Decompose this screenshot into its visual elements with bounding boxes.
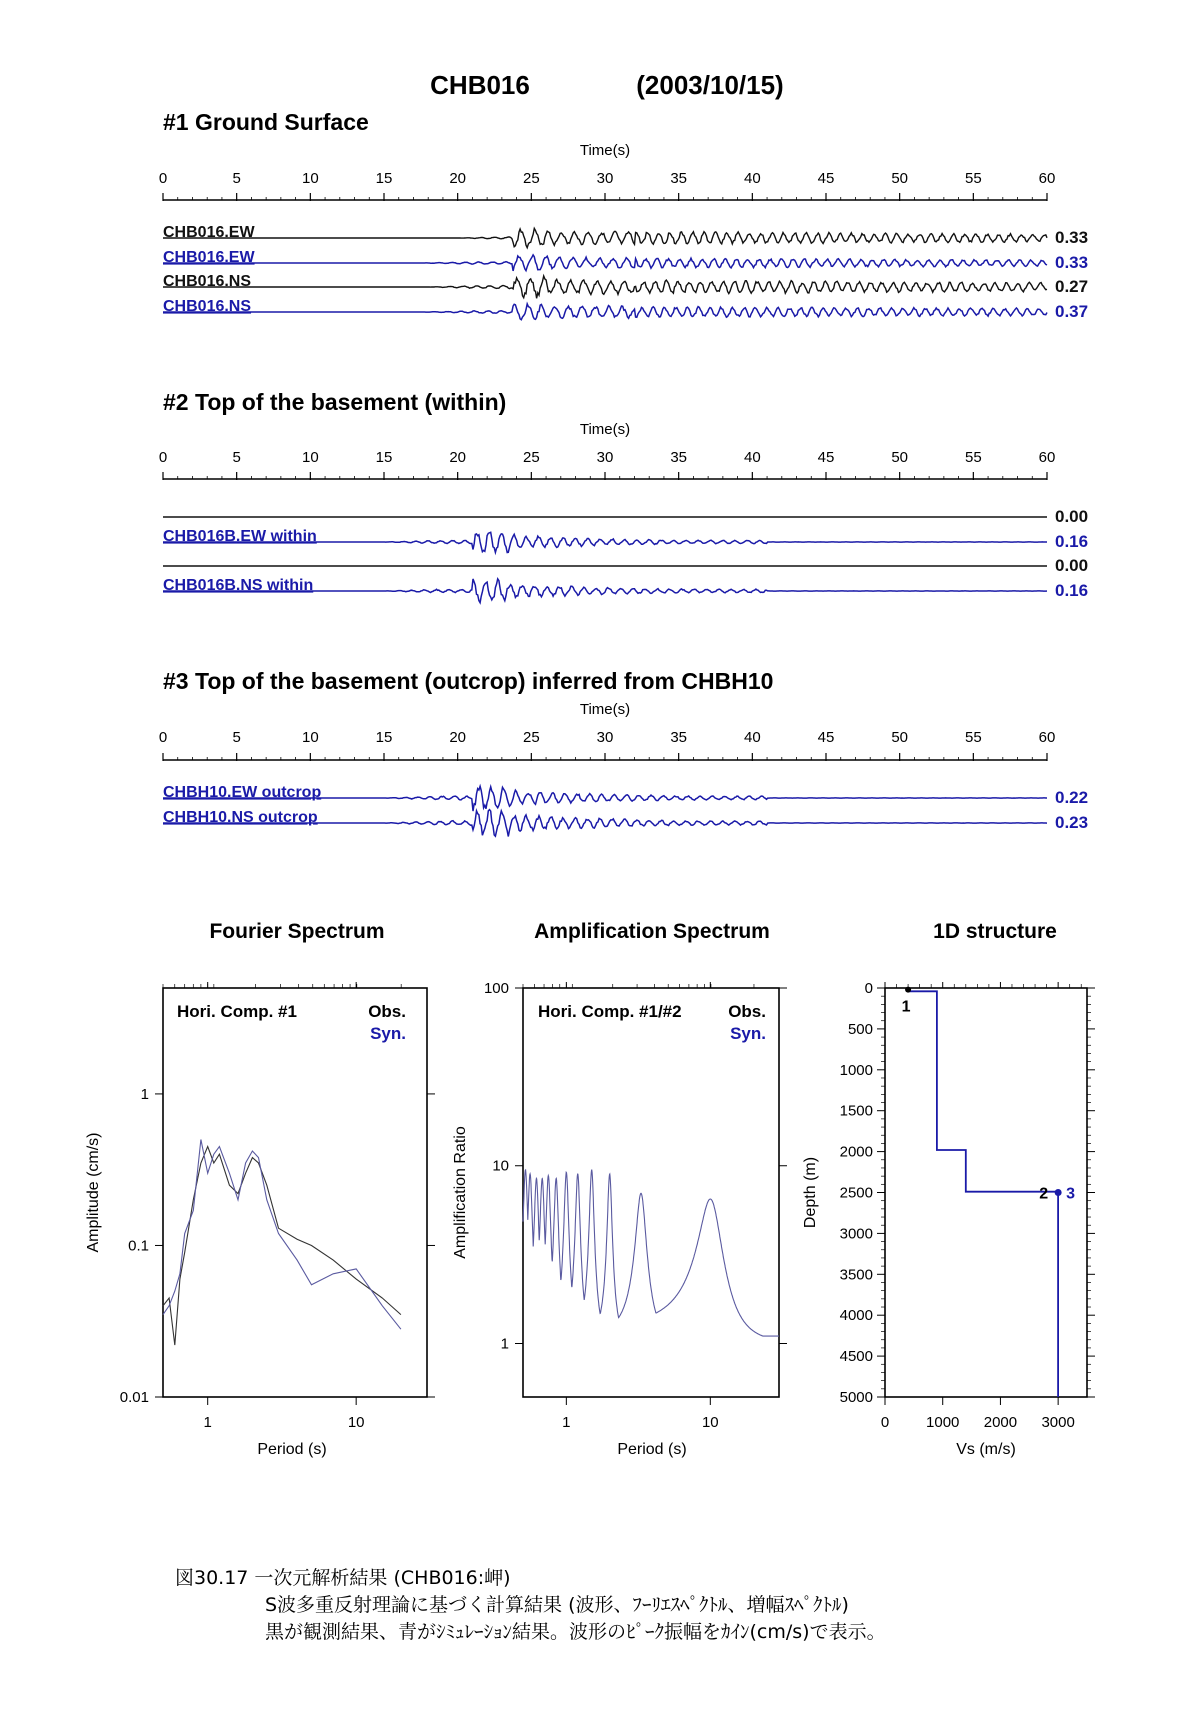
marker-label: 1 (901, 998, 911, 1016)
x-tick-label: 10 (347, 1414, 365, 1431)
legend-label: Hori. Comp. #1/#2 (538, 1002, 682, 1021)
peak-amplitude: 0.27 (1055, 277, 1089, 296)
time-tick-label: 0 (158, 170, 168, 187)
peak-amplitude: 0.00 (1055, 556, 1089, 575)
peak-amplitude: 0.16 (1055, 532, 1089, 551)
time-tick-label: 5 (232, 729, 241, 746)
time-tick-label: 0 (158, 449, 168, 466)
fourier-obs-line (163, 1147, 401, 1346)
time-tick-label: 10 (301, 449, 319, 466)
time-tick-label: 25 (522, 449, 540, 466)
time-tick-label: 45 (817, 170, 835, 187)
y-tick-label: 100 (483, 980, 509, 997)
y-tick-label: 3000 (839, 1225, 873, 1243)
time-tick-label: 60 (1038, 170, 1056, 187)
marker-label: 2 (1039, 1185, 1049, 1203)
marker-label: 3 (1066, 1185, 1076, 1203)
panel-title: #1 Ground Surface (163, 109, 369, 135)
peak-amplitude: 0.37 (1055, 302, 1089, 321)
caption-line-2: S波多重反射理論に基づく計算結果 (波形、ﾌｰﾘｴｽﾍﾟｸﾄﾙ、増幅ｽﾍﾟｸﾄﾙ) (265, 1594, 849, 1616)
time-tick-label: 5 (232, 449, 241, 466)
structure-plot (802, 980, 1095, 1458)
y-tick-label: 500 (847, 1020, 873, 1038)
trace-label: CHB016B.NS within (163, 577, 314, 594)
legend-syn: Syn. (370, 1024, 406, 1043)
y-tick-label: 0.1 (128, 1237, 149, 1255)
time-tick-label: 30 (596, 729, 614, 746)
x-tick-label: 1000 (926, 1414, 960, 1431)
peak-amplitude: 0.23 (1055, 813, 1089, 832)
time-tick-label: 60 (1038, 449, 1056, 466)
time-tick-label: 15 (375, 729, 393, 746)
x-axis-label: Period (s) (617, 1441, 687, 1458)
time-tick-label: 5 (232, 170, 241, 187)
y-axis-label: Amplification Ratio (452, 1126, 469, 1259)
x-axis-label: Vs (m/s) (956, 1441, 1016, 1458)
fourier-spectrum-plot (85, 982, 435, 1458)
peak-amplitude: 0.00 (1055, 507, 1089, 526)
time-tick-label: 40 (743, 170, 761, 187)
time-tick-label: 50 (891, 729, 909, 746)
time-tick-label: 35 (670, 449, 688, 466)
panel-title: #3 Top of the basement (outcrop) inferred from CHBH10 (163, 668, 774, 694)
time-tick-label: 10 (301, 729, 319, 746)
y-tick-label: 1 (500, 1335, 509, 1353)
fourier-syn-line (163, 1140, 401, 1330)
panel-title: #2 Top of the basement (within) (163, 389, 507, 415)
waveform-trace (163, 255, 1047, 271)
time-tick-label: 55 (964, 170, 982, 187)
time-tick-label: 35 (670, 170, 688, 187)
station-title: CHB016 (430, 70, 530, 100)
waveform-trace (163, 304, 1047, 320)
legend-label: Hori. Comp. #1 (177, 1002, 297, 1021)
plot-frame (523, 988, 779, 1397)
time-tick-label: 35 (670, 729, 688, 746)
y-tick-label: 1500 (839, 1102, 873, 1120)
x-tick-label: 3000 (1041, 1414, 1075, 1431)
y-tick-label: 0 (864, 980, 873, 997)
time-tick-label: 50 (891, 170, 909, 187)
peak-amplitude: 0.33 (1055, 253, 1089, 272)
time-tick-label: 15 (375, 449, 393, 466)
y-tick-label: 1000 (839, 1061, 873, 1079)
trace-label: CHBH10.EW outcrop (163, 784, 322, 801)
time-tick-label: 20 (449, 449, 467, 466)
layer-marker (905, 987, 911, 993)
panel-ground-surface (159, 109, 1088, 321)
time-tick-label: 30 (596, 449, 614, 466)
panel-basement-within (159, 389, 1088, 603)
time-tick-label: 20 (449, 729, 467, 746)
y-tick-label: 5000 (839, 1389, 873, 1406)
layer-marker (1055, 1189, 1062, 1196)
legend-obs: Obs. (728, 1002, 766, 1021)
fourier-title: Fourier Spectrum (209, 920, 385, 943)
trace-label: CHBH10.NS outcrop (163, 809, 318, 826)
caption-line-3: 黒が観測結果、青がｼﾐｭﾚｰｼｮﾝ結果。波形のﾋﾟｰｸ振幅をｶｲﾝ(cm/s)で表示。 (265, 1621, 886, 1643)
waveform-trace (163, 276, 1047, 298)
plot-frame (163, 988, 427, 1397)
time-tick-label: 10 (301, 170, 319, 187)
vs-profile-line (908, 988, 1058, 1397)
y-tick-label: 0.01 (119, 1389, 149, 1406)
time-tick-label: 45 (817, 449, 835, 466)
time-axis-label: Time(s) (579, 701, 631, 718)
time-tick-label: 60 (1038, 729, 1056, 746)
time-tick-label: 40 (743, 729, 761, 746)
y-axis-label: Depth (m) (802, 1156, 819, 1229)
peak-amplitude: 0.16 (1055, 581, 1089, 600)
x-tick-label: 2000 (983, 1414, 1018, 1431)
legend-syn: Syn. (730, 1024, 766, 1043)
x-tick-label: 0 (880, 1414, 890, 1431)
time-tick-label: 55 (964, 729, 982, 746)
time-tick-label: 40 (743, 449, 761, 466)
waveform-trace (163, 228, 1047, 247)
time-tick-label: 55 (964, 449, 982, 466)
time-tick-label: 25 (522, 170, 540, 187)
trace-label: CHB016B.EW within (163, 528, 317, 545)
caption-line-1: 図30.17 一次元解析結果 (CHB016:岬) (175, 1567, 511, 1589)
x-axis-label: Period (s) (257, 1441, 327, 1458)
date-title: (2003/10/15) (636, 70, 784, 100)
time-tick-label: 50 (891, 449, 909, 466)
x-tick-label: 1 (562, 1414, 571, 1431)
trace-label: CHB016.EW (163, 249, 255, 266)
y-tick-label: 4500 (839, 1348, 873, 1366)
structure-title: 1D structure (933, 920, 1057, 943)
peak-amplitude: 0.33 (1055, 228, 1089, 247)
y-tick-label: 1 (140, 1085, 149, 1103)
trace-label: CHB016.EW (163, 224, 255, 241)
time-tick-label: 25 (522, 729, 540, 746)
amplification-title: Amplification Spectrum (534, 920, 770, 943)
y-tick-label: 2000 (839, 1143, 873, 1161)
panel-basement-outcrop (159, 668, 1088, 837)
time-axis-label: Time(s) (579, 421, 631, 438)
figure-caption (175, 1565, 886, 1646)
time-tick-label: 15 (375, 170, 393, 187)
x-tick-label: 1 (203, 1414, 212, 1431)
time-axis-label: Time(s) (579, 142, 631, 159)
trace-label: CHB016.NS (163, 273, 252, 290)
y-tick-label: 2500 (839, 1184, 873, 1202)
legend-obs: Obs. (368, 1002, 406, 1021)
peak-amplitude: 0.22 (1055, 788, 1089, 807)
x-tick-label: 10 (701, 1414, 719, 1431)
y-axis-label: Amplitude (cm/s) (85, 1132, 102, 1253)
trace-label: CHB016.NS (163, 298, 252, 315)
time-tick-label: 30 (596, 170, 614, 187)
y-tick-label: 3500 (839, 1266, 873, 1284)
time-tick-label: 0 (158, 729, 168, 746)
time-tick-label: 20 (449, 170, 467, 187)
amplification-syn-line (523, 1170, 779, 1336)
time-tick-label: 45 (817, 729, 835, 746)
amplification-spectrum-plot (452, 980, 787, 1458)
y-tick-label: 4000 (839, 1307, 873, 1325)
y-tick-label: 10 (492, 1157, 509, 1175)
